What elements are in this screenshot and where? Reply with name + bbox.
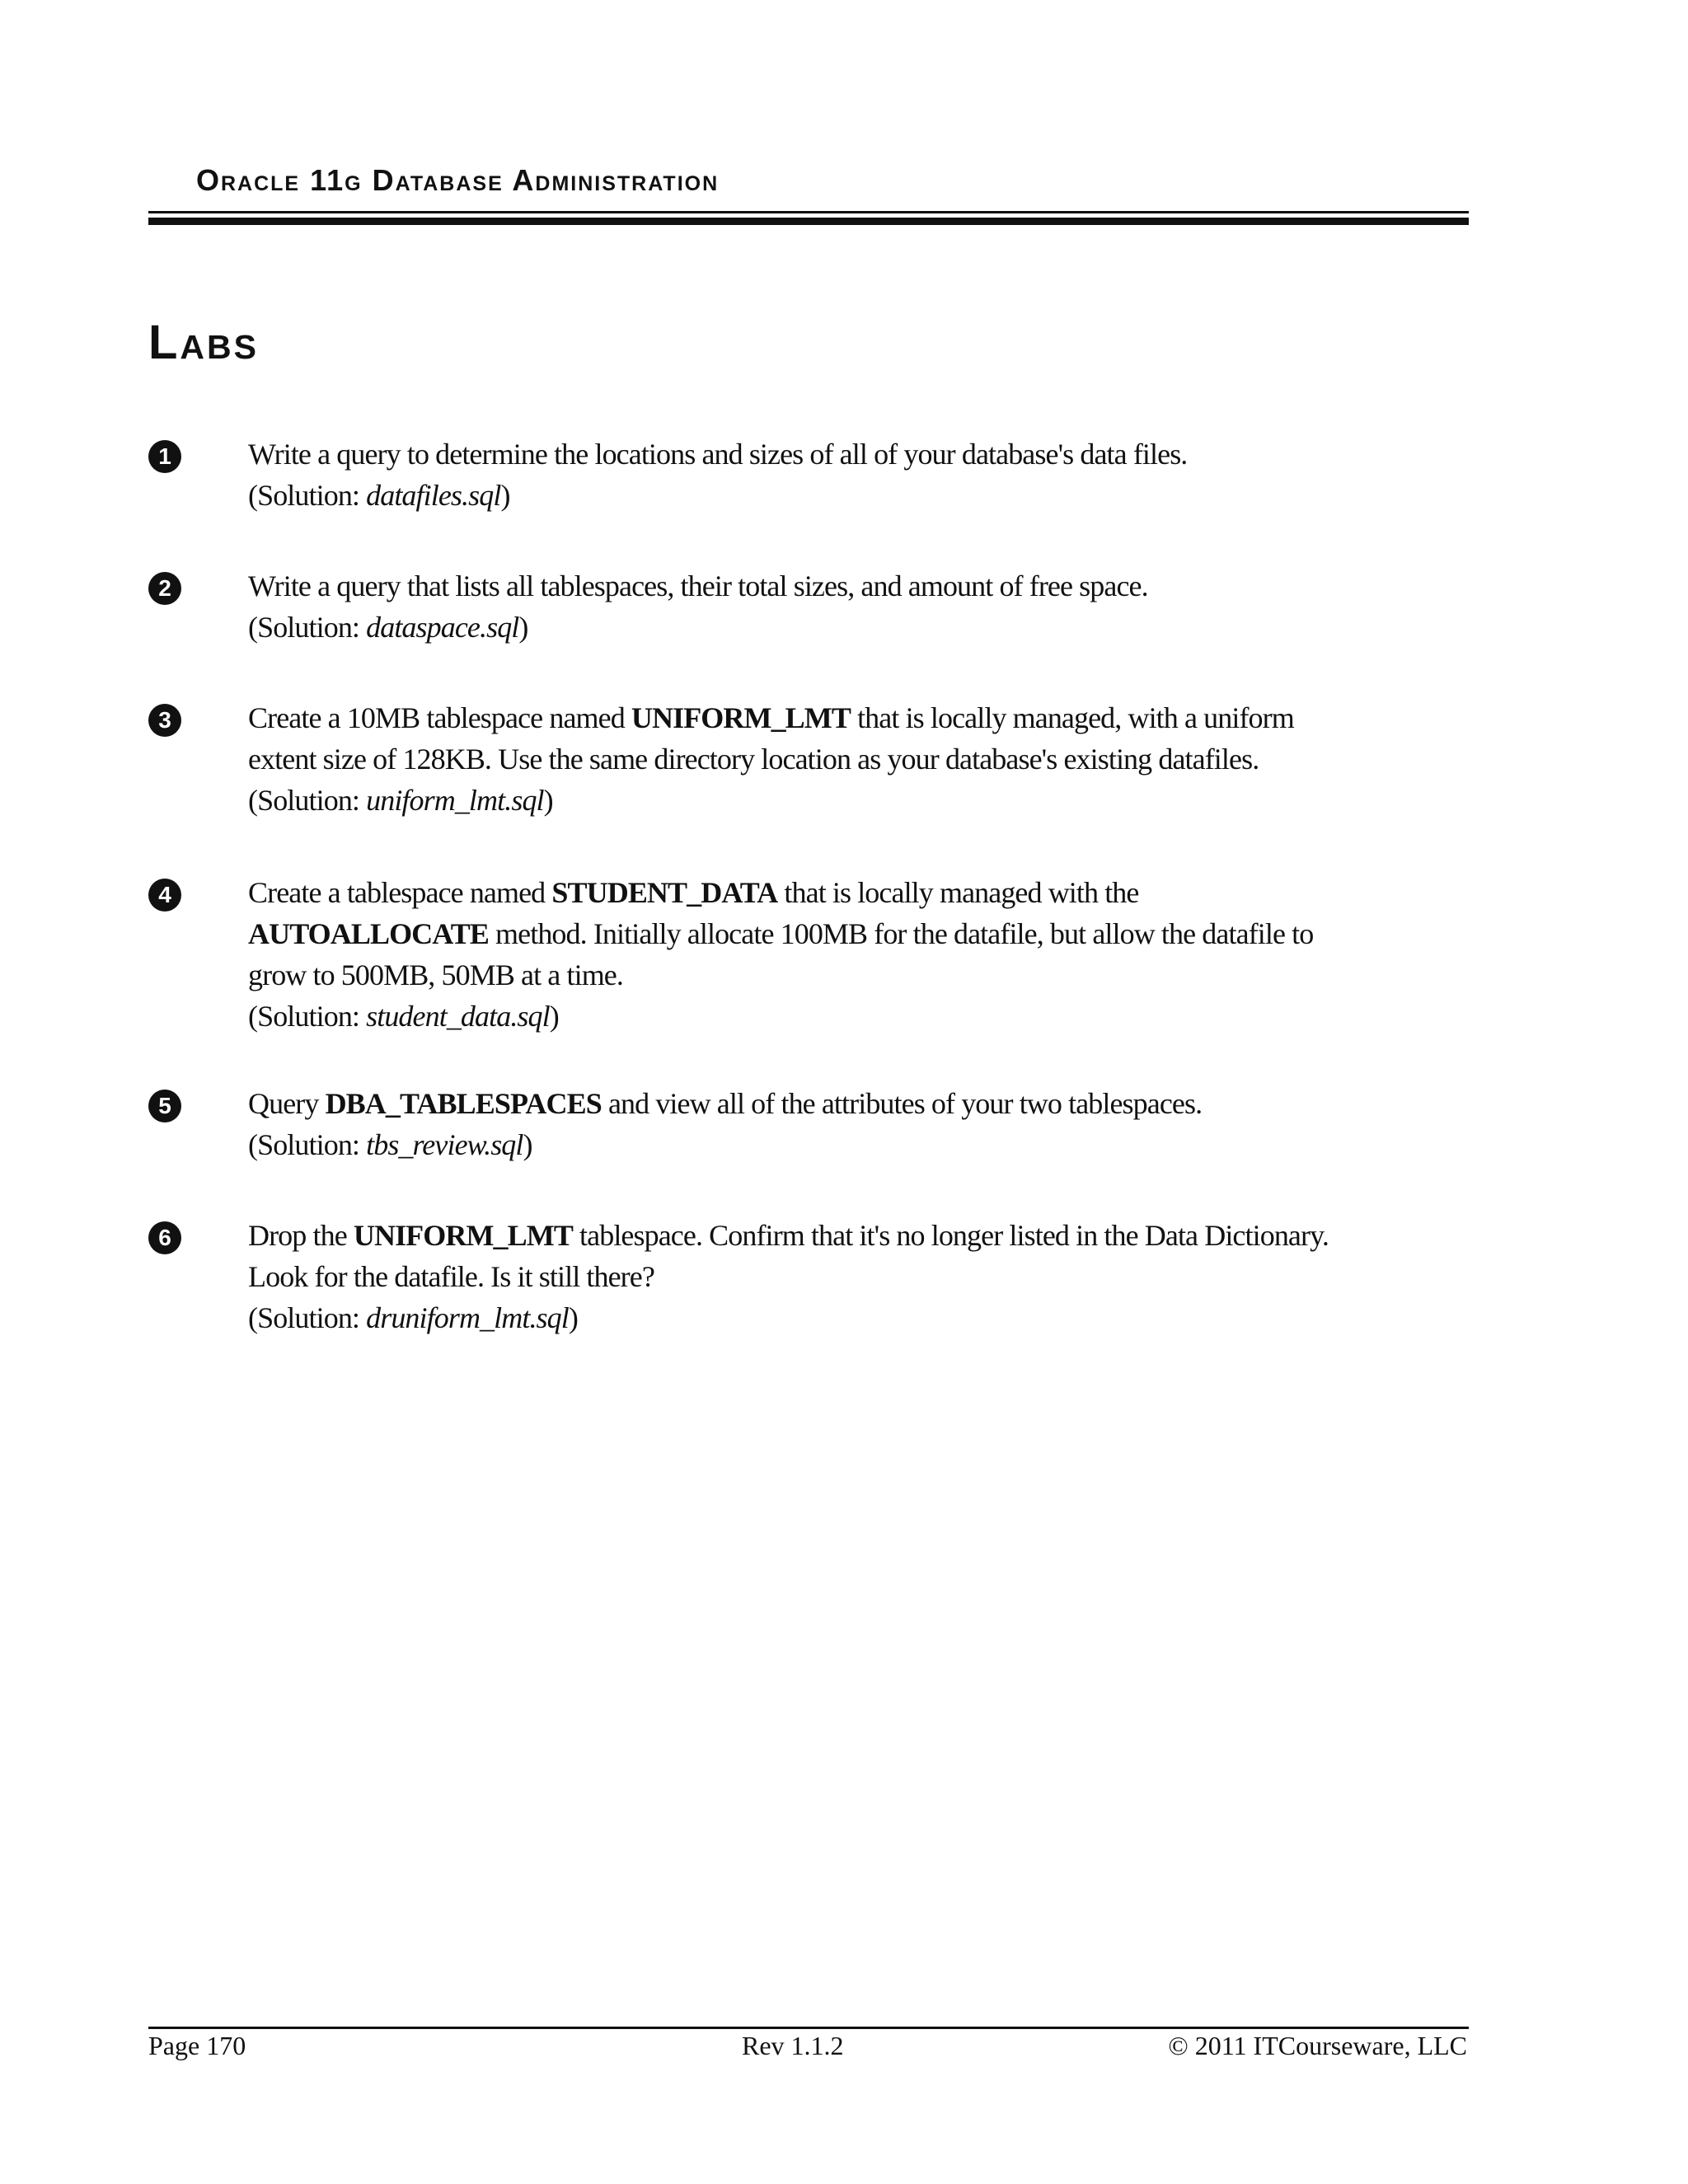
number-bullet-icon: 4 [148,879,181,912]
lab-text [248,565,1460,648]
lab-line: grow to 500MB, 50MB at a time. [248,958,623,991]
lab-solution-line: (Solution: uniform_lmt.sql) [248,784,553,817]
number-bullet-icon: 3 [148,704,181,737]
solution-filename: druniform_lmt.sql [366,1301,569,1334]
keyword: STUDENT_DATA [551,876,778,909]
lab-line: Look for the datafile. Is it still there? [248,1260,654,1293]
lab-text [248,872,1460,1037]
lab-text [248,434,1460,516]
lab-text [248,1215,1460,1338]
lab-line: AUTOALLOCATE method. Initially allocate 100MB for the datafile, but allow the datafile to [248,917,1314,950]
number-bullet-icon: 6 [148,1221,181,1254]
solution-filename: datafiles.sql [366,479,501,512]
solution-filename: tbs_review.sql [366,1128,523,1161]
lab-line: Query DBA_TABLESPACES and view all of the attributes of your two tablespaces. [248,1087,1203,1120]
lab-solution-line: (Solution: datafiles.sql) [248,479,510,512]
section-title: Labs [148,316,259,369]
lab-solution-line: (Solution: student_data.sql) [248,1000,559,1033]
keyword: UNIFORM_LMT [631,701,851,734]
solution-filename: dataspace.sql [366,611,519,644]
number-bullet-icon: 2 [148,572,181,605]
lab-line: extent size of 128KB. Use the same directory location as your database's existing datafiles. [248,743,1259,776]
number-bullet-icon: 5 [148,1090,181,1122]
lab-line: Create a 10MB tablespace named UNIFORM_LMT that is locally managed, with a uniform [248,701,1294,734]
lab-line: Write a query to determine the locations and sizes of all of your database's data files. [248,438,1188,471]
lab-text [248,697,1460,821]
header-rule-thick [148,218,1469,225]
lab-line: Drop the UNIFORM_LMT tablespace. Confirm that it's no longer listed in the Data Dictionary. [248,1219,1329,1252]
header-rule-thin [148,211,1469,213]
lab-line: Write a query that lists all tablespaces, their total sizes, and amount of free space. [248,569,1148,602]
footer-rule [148,2027,1469,2029]
solution-filename: uniform_lmt.sql [366,784,544,817]
lab-text [248,1083,1460,1165]
footer-page-number: Page 170 [148,2031,246,2060]
footer-revision: Rev 1.1.2 [742,2031,844,2060]
lab-solution-line: (Solution: dataspace.sql) [248,611,528,644]
keyword: AUTOALLOCATE [248,917,489,950]
keyword: UNIFORM_LMT [353,1219,573,1252]
number-bullet-icon: 1 [148,440,181,473]
solution-filename: student_data.sql [366,1000,550,1033]
keyword: DBA_TABLESPACES [325,1087,602,1120]
page-header-title: Oracle 11g Database Administration [196,163,720,197]
lab-solution-line: (Solution: tbs_review.sql) [248,1128,532,1161]
lab-solution-line: (Solution: druniform_lmt.sql) [248,1301,578,1334]
lab-line: Create a tablespace named STUDENT_DATA that is locally managed with the [248,876,1139,909]
footer-copyright: © 2011 ITCourseware, LLC [1168,2031,1467,2060]
